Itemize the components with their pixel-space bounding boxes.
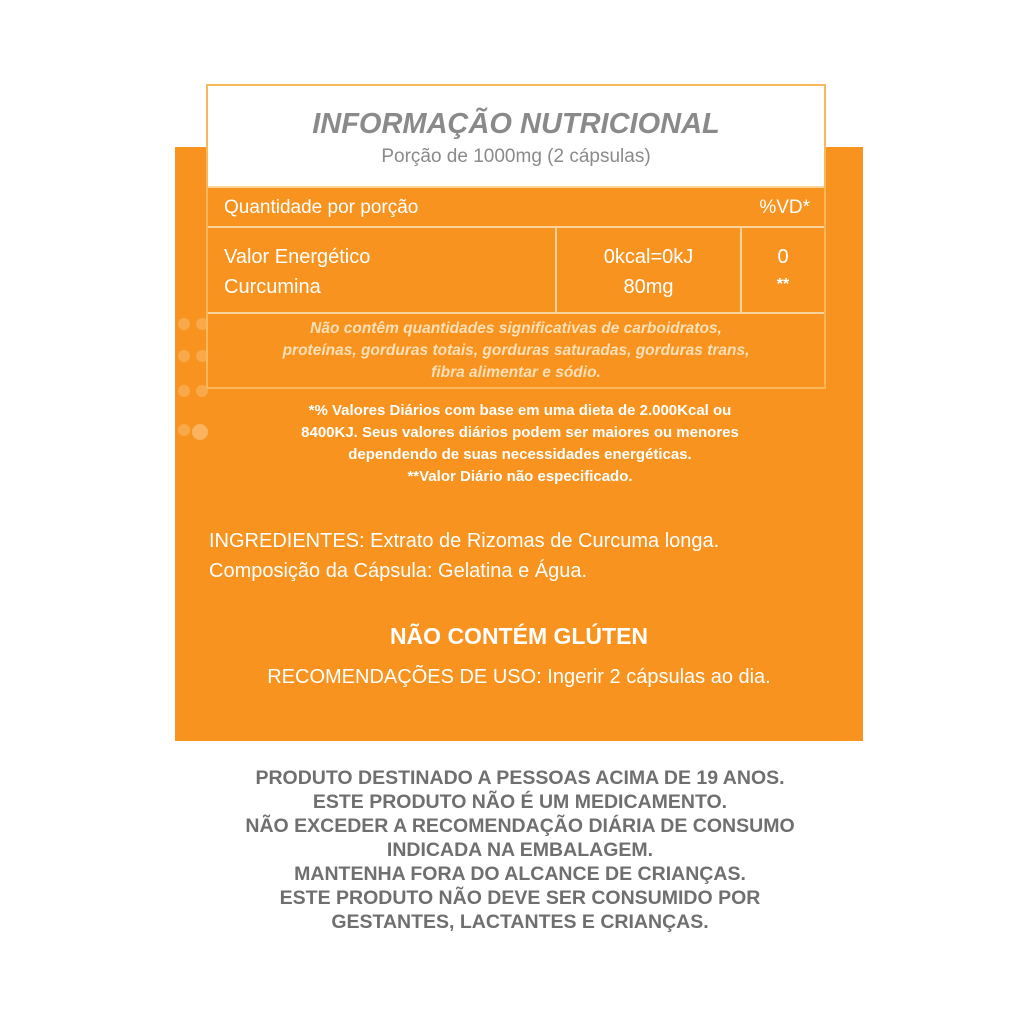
table-header-row xyxy=(208,186,824,228)
ingredients xyxy=(209,526,849,586)
warning-line: GESTANTES, LACTANTES E CRIANÇAS. xyxy=(331,911,709,933)
warning-line: NÃO EXCEDER A RECOMENDAÇÃO DIÁRIA DE CONSUMO xyxy=(245,815,795,837)
note-line: *% Valores Diários com base em uma dieta de 2.000Kcal ou xyxy=(308,402,732,419)
column-divider xyxy=(740,228,742,312)
warning-line: ESTE PRODUTO NÃO É UM MEDICAMENTO. xyxy=(312,791,728,813)
header-quantity: Quantidade por porção xyxy=(224,197,419,218)
dot xyxy=(178,424,190,436)
usage-recommendation: RECOMENDAÇÕES DE USO: Ingerir 2 cápsulas ao dia. xyxy=(267,666,771,688)
nutrient-name: Valor Energético xyxy=(224,246,371,268)
gluten-statement: NÃO CONTÉM GLÚTEN xyxy=(389,623,649,649)
label-title-area xyxy=(208,86,824,186)
capsule-composition-line: Composição da Cápsula: Gelatina e Água. xyxy=(209,560,588,582)
warning-line: PRODUTO DESTINADO A PESSOAS ACIMA DE 19 ANOS. xyxy=(255,767,785,789)
column-divider xyxy=(555,228,557,312)
warning-line: ESTE PRODUTO NÃO DEVE SER CONSUMIDO POR xyxy=(279,887,761,909)
portion-size: Porção de 1000mg (2 cápsulas) xyxy=(381,146,651,167)
header-vd: %VD* xyxy=(759,197,810,218)
warning-line: INDICADA NA EMBALAGEM. xyxy=(386,839,654,861)
ingredients-line: INGREDIENTES: Extrato de Rizomas de Curcuma longa. xyxy=(209,530,720,552)
nutrient-amount: 80mg xyxy=(623,276,674,298)
disclaimer-line: Não contêm quantidades significativas de carboidratos, xyxy=(310,320,722,337)
warning-line: MANTENHA FORA DO ALCANCE DE CRIANÇAS. xyxy=(294,863,746,885)
nutrient-vd: 0 xyxy=(777,246,789,268)
note-line: dependendo de suas necessidades energéticas. xyxy=(348,446,692,463)
dot xyxy=(178,318,190,330)
warnings xyxy=(150,766,890,934)
dot xyxy=(192,424,208,440)
label-disclaimer xyxy=(212,318,820,384)
label-title: INFORMAÇÃO NUTRICIONAL xyxy=(312,108,720,140)
daily-value-note xyxy=(220,400,820,488)
note-line: 8400KJ. Seus valores diários podem ser maiores ou menores xyxy=(301,424,739,441)
dot xyxy=(178,385,190,397)
nutrition-label xyxy=(206,84,826,389)
disclaimer-line: proteínas, gorduras totais, gorduras saturadas, gorduras trans, xyxy=(282,342,750,359)
nutrient-name: Curcumina xyxy=(224,276,321,298)
disclaimer-line: fibra alimentar e sódio. xyxy=(431,364,601,381)
nutrient-amount: 0kcal=0kJ xyxy=(603,246,694,268)
table-values-row xyxy=(208,228,824,314)
dot xyxy=(178,350,190,362)
nutrient-vd: ** xyxy=(776,276,790,293)
note-line: **Valor Diário não especificado. xyxy=(407,468,633,485)
